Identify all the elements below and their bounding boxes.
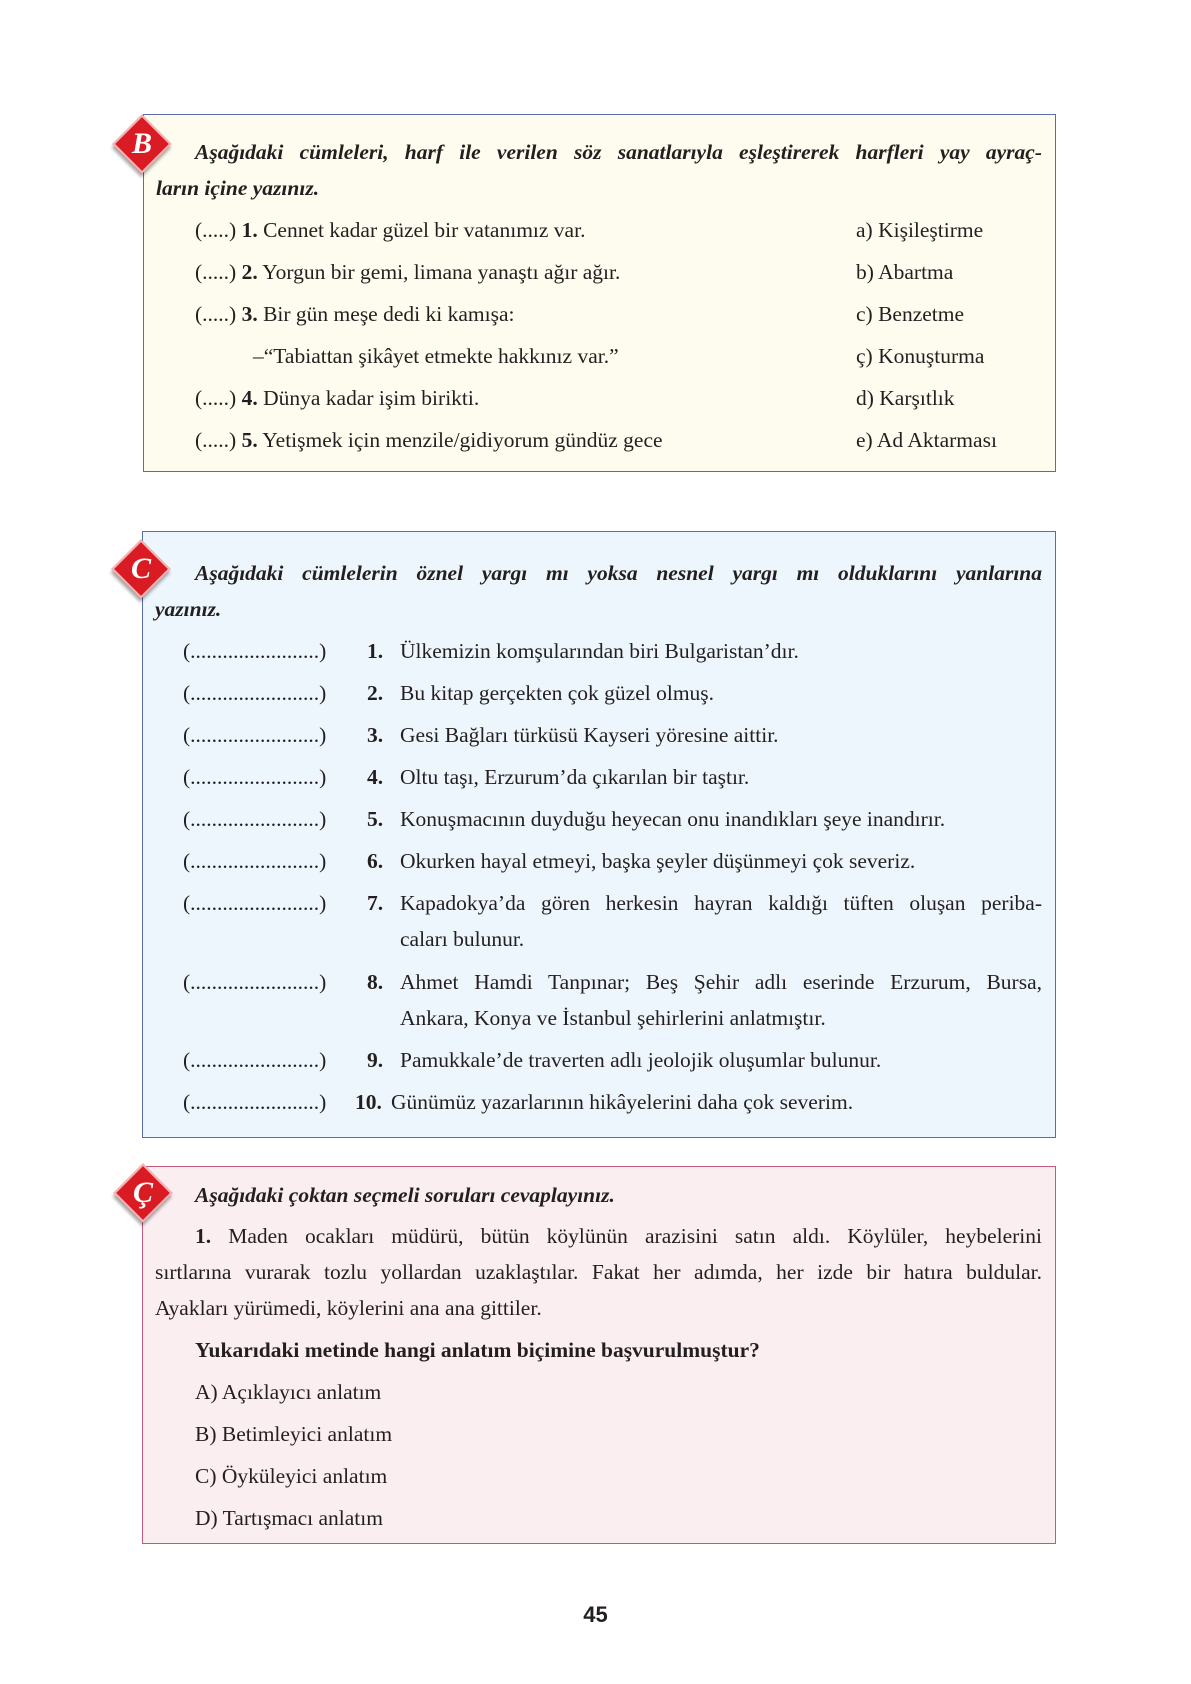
item-number: 1. [367, 639, 384, 663]
answer-blank[interactable]: (.....) [195, 260, 237, 284]
item-text: Pamukkale’de traverten adlı jeolojik oluşumlar bulunur. [400, 1048, 882, 1072]
item-text: Bir gün meşe dedi ki kamışa: [263, 302, 515, 326]
item-text: Kapadokya’da gören herkesin hayran kaldığı tüften oluşan periba- [400, 891, 1042, 915]
answer-blank[interactable]: (........................) [183, 807, 327, 831]
item-number: 2. [241, 260, 258, 284]
item-number: 10. [355, 1090, 382, 1114]
answer-blank[interactable]: (........................) [183, 639, 327, 663]
answer-choice[interactable]: D) Tartışmacı anlatım [195, 1506, 383, 1530]
section-c-letter: C [130, 552, 151, 585]
item-number: 1. [241, 218, 258, 242]
option-item: a) Kişileştirme [856, 218, 984, 242]
item-text: Okurken hayal etmeyi, başka şeyler düşünmeyi çok severiz. [400, 849, 916, 873]
passage-line [195, 1224, 1042, 1248]
item-number: 3. [367, 723, 384, 747]
question-number: 1. [195, 1224, 212, 1248]
item-text: Dünya kadar işim birikti. [263, 386, 480, 410]
answer-blank[interactable]: (........................) [183, 1090, 327, 1114]
section-b-item [195, 218, 585, 242]
item-number: 2. [367, 681, 384, 705]
section-b-letter: B [131, 127, 152, 160]
option-item: d) Karşıtlık [856, 386, 955, 410]
item-text: Cennet kadar güzel bir vatanımız var. [263, 218, 586, 242]
item-text: Ahmet Hamdi Tanpınar; Beş Şehir adlı eserinde Erzurum, Bursa, [400, 970, 1042, 994]
answer-choice[interactable]: C) Öyküleyici anlatım [195, 1464, 388, 1488]
page-number: 45 [583, 1602, 608, 1627]
item-number: 3. [241, 302, 258, 326]
item-number: 8. [367, 970, 384, 994]
answer-blank[interactable]: (.....) [195, 302, 237, 326]
item-text: Ülkemizin komşularından biri Bulgaristan’dır. [400, 639, 799, 663]
item-number: 4. [367, 765, 384, 789]
answer-choice[interactable]: A) Açıklayıcı anlatım [195, 1380, 382, 1404]
section-c-instruction-line2: yazınız. [155, 597, 222, 621]
answer-blank[interactable]: (........................) [183, 970, 327, 994]
section-b-item [195, 260, 620, 284]
section-cc-letter: Ç [132, 1176, 153, 1209]
answer-choice[interactable]: B) Betimleyici anlatım [195, 1422, 393, 1446]
section-b-item-continuation: –“Tabiattan şikâyet etmekte hakkınız var.” [253, 344, 619, 368]
item-text: Bu kitap gerçekten çok güzel olmuş. [400, 681, 715, 705]
answer-blank[interactable]: (.....) [195, 386, 237, 410]
passage-line: sırtlarına vurarak tozlu yollardan uzaklaştılar. Fakat her adımda, her izde bir hatıra buldular. [155, 1260, 1042, 1284]
answer-blank[interactable]: (........................) [183, 849, 327, 873]
answer-blank[interactable]: (.....) [195, 218, 237, 242]
item-number: 6. [367, 849, 384, 873]
answer-blank[interactable]: (........................) [183, 681, 327, 705]
item-number: 4. [241, 386, 258, 410]
item-text: Yetişmek için menzile/gidiyorum gündüz gece [262, 428, 663, 452]
option-item: b) Abartma [856, 260, 954, 284]
passage-text: Maden ocakları müdürü, bütün köylünün arazisini satın aldı. Köylüler, heybelerini [228, 1224, 1042, 1248]
option-item: e) Ad Aktarması [856, 428, 997, 452]
item-text-continuation: caları bulunur. [400, 927, 525, 951]
section-b-instruction-line2: ların içine yazınız. [156, 176, 320, 200]
question-stem: Yukarıdaki metinde hangi anlatım biçimine başvurulmuştur? [195, 1338, 760, 1362]
section-c-instruction-line1: Aşağıdaki cümlelerin öznel yargı mı yoksa nesnel yargı mı olduklarını yanlarına [195, 561, 1042, 585]
item-number: 9. [367, 1048, 384, 1072]
item-number: 5. [241, 428, 258, 452]
section-c-box [142, 531, 1056, 1138]
item-text: Oltu taşı, Erzurum’da çıkarılan bir taştır. [400, 765, 750, 789]
answer-blank[interactable]: (........................) [183, 765, 327, 789]
option-item: c) Benzetme [856, 302, 965, 326]
item-text: Yorgun bir gemi, limana yanaştı ağır ağır. [262, 260, 621, 284]
section-b-item [195, 428, 663, 452]
section-b-item [195, 302, 514, 326]
section-cc-instruction: Aşağıdaki çoktan seçmeli soruları cevaplayınız. [195, 1183, 615, 1207]
answer-blank[interactable]: (........................) [183, 723, 327, 747]
item-text-continuation: Ankara, Konya ve İstanbul şehirlerini anlatmıştır. [400, 1006, 826, 1030]
item-number: 7. [367, 891, 384, 915]
item-text: Konuşmacının duyduğu heyecan onu inandıkları şeye inandırır. [400, 807, 946, 831]
option-item: ç) Konuşturma [856, 344, 985, 368]
passage-line: Ayakları yürümedi, köylerini ana ana gittiler. [155, 1296, 542, 1320]
section-b-instruction-line1: Aşağıdaki cümleleri, harf ile verilen söz sanatlarıyla eşleştirerek harfleri yay ayraç- [195, 140, 1042, 164]
item-number: 5. [367, 807, 384, 831]
answer-blank[interactable]: (........................) [183, 891, 327, 915]
section-b-box [143, 114, 1056, 472]
answer-blank[interactable]: (........................) [183, 1048, 327, 1072]
item-text: Günümüz yazarlarının hikâyelerini daha çok severim. [391, 1090, 854, 1114]
answer-blank[interactable]: (.....) [195, 428, 237, 452]
item-text: Gesi Bağları türküsü Kayseri yöresine aittir. [400, 723, 779, 747]
section-b-item [195, 386, 479, 410]
